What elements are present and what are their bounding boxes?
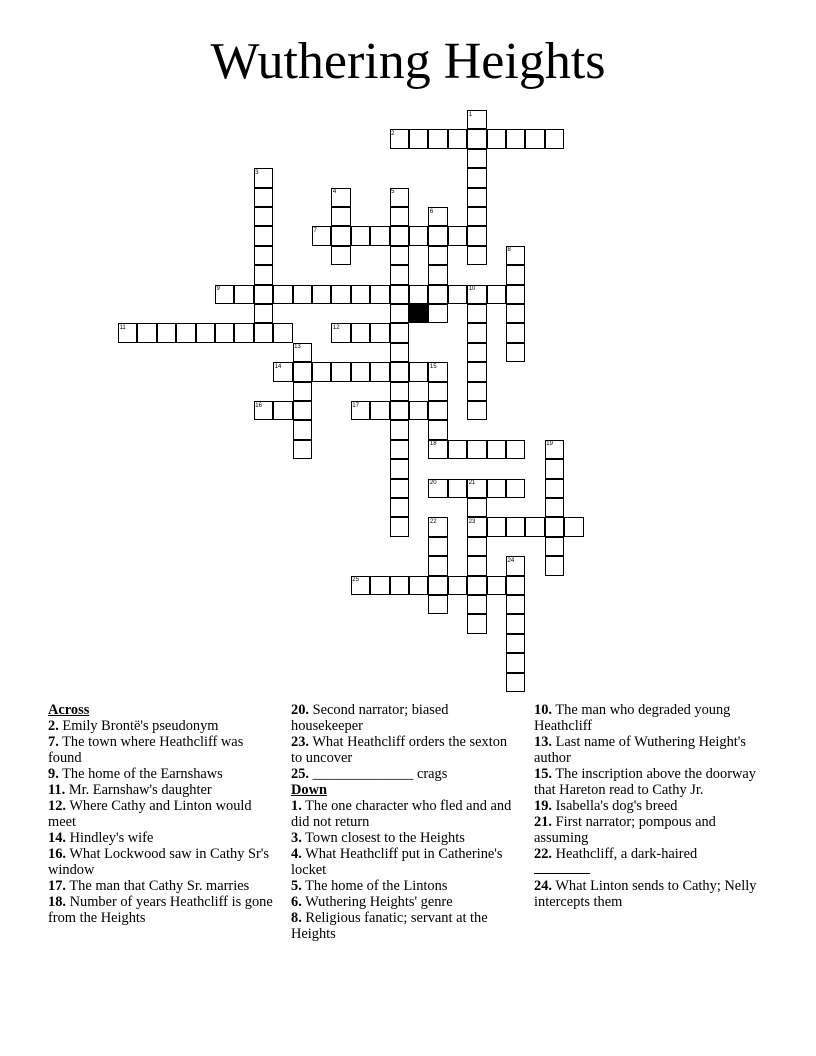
across-heading: Across (48, 702, 90, 718)
grid-cell[interactable] (467, 382, 486, 401)
clue-down-10: 10. The man who degraded young Heathcliff (534, 702, 731, 734)
cell-number: 11 (119, 324, 126, 331)
grid-cell[interactable] (390, 304, 409, 323)
grid-cell[interactable] (390, 343, 409, 362)
grid-cell[interactable] (545, 517, 564, 536)
cell-number: 10 (468, 286, 476, 293)
grid-cell[interactable] (312, 285, 331, 304)
grid-cell[interactable] (467, 498, 486, 517)
cell-number: 18 (429, 441, 437, 448)
grid-cell[interactable] (506, 129, 525, 148)
grid-cell[interactable] (370, 576, 389, 595)
clue-across-11: 11. Mr. Earnshaw's daughter (48, 782, 212, 798)
clue-across-7: 7. The town where Heathcliff was found (48, 734, 244, 766)
grid-cell[interactable] (506, 517, 525, 536)
grid-cell[interactable] (293, 440, 312, 459)
cell-number: 6 (429, 208, 434, 215)
clue-down-6: 6. Wuthering Heights' genre (291, 894, 453, 910)
grid-cell[interactable] (351, 362, 370, 381)
grid-cell[interactable] (564, 517, 583, 536)
grid-cell[interactable] (370, 362, 389, 381)
clues-column-1 (48, 702, 276, 926)
grid-cell[interactable] (487, 440, 506, 459)
grid-cell[interactable] (467, 168, 486, 187)
grid-cell[interactable] (390, 285, 409, 304)
grid-cell[interactable] (254, 188, 273, 207)
grid-cell[interactable] (428, 246, 447, 265)
grid-cell[interactable] (428, 401, 447, 420)
grid-cell[interactable] (428, 576, 447, 595)
grid-cell[interactable] (273, 323, 292, 342)
grid-cell[interactable] (428, 304, 447, 323)
cell-number: 8 (507, 247, 511, 254)
grid-cell[interactable] (370, 226, 389, 245)
cell-number: 19 (546, 441, 553, 448)
puzzle-title: Wuthering Heights (210, 33, 606, 90)
grid-cell[interactable] (254, 226, 273, 245)
cell-number: 4 (332, 189, 337, 196)
clue-across-20: 20. Second narrator; biased housekeeper (291, 702, 449, 734)
cell-number: 22 (429, 518, 437, 525)
grid-cell[interactable] (487, 479, 506, 498)
grid-cell[interactable] (506, 576, 525, 595)
grid-cell[interactable] (293, 285, 312, 304)
grid-cell[interactable] (545, 479, 564, 498)
grid-cell[interactable] (351, 323, 370, 342)
grid-cell[interactable] (428, 556, 447, 575)
grid-cell[interactable] (467, 440, 486, 459)
grid-cell[interactable] (428, 285, 447, 304)
grid-cell[interactable] (506, 614, 525, 633)
clues-column-3 (534, 702, 764, 910)
grid-cell[interactable] (390, 440, 409, 459)
grid-cell[interactable] (390, 479, 409, 498)
grid-cell[interactable] (234, 323, 253, 342)
grid-cell[interactable] (506, 343, 525, 362)
cell-number: 2 (391, 130, 395, 137)
grid-cell[interactable] (409, 576, 428, 595)
clue-down-24: 24. What Linton sends to Cathy; Nelly intercepts them (534, 878, 757, 910)
grid-cell[interactable] (390, 420, 409, 439)
cell-number: 21 (468, 480, 476, 487)
grid-cell[interactable] (331, 226, 350, 245)
grid-cell[interactable] (409, 285, 428, 304)
grid-cell[interactable] (467, 304, 486, 323)
grid-cell[interactable] (487, 576, 506, 595)
cell-number: 17 (352, 402, 359, 409)
cell-number: 12 (332, 324, 340, 331)
grid-cell[interactable] (487, 129, 506, 148)
grid-cell[interactable] (467, 401, 486, 420)
grid-cell[interactable] (390, 362, 409, 381)
grid-cell[interactable] (390, 498, 409, 517)
grid-cell[interactable] (448, 226, 467, 245)
grid-cell[interactable] (428, 382, 447, 401)
grid-cell[interactable] (467, 226, 486, 245)
cell-number: 5 (391, 189, 395, 196)
grid-cell[interactable] (545, 129, 564, 148)
grid-cell[interactable] (370, 401, 389, 420)
grid-cell[interactable] (506, 673, 525, 692)
grid-cell[interactable] (467, 129, 486, 148)
grid-cell[interactable] (428, 595, 447, 614)
clue-across-12: 12. Where Cathy and Linton would meet (48, 798, 252, 830)
clue-across-18: 18. Number of years Heathcliff is gone from the Heights (48, 894, 273, 926)
cell-number: 14 (274, 363, 282, 370)
grid-cell[interactable] (351, 285, 370, 304)
cell-number: 13 (294, 344, 301, 351)
cell-number: 3 (255, 169, 259, 176)
grid-cell[interactable] (448, 129, 467, 148)
grid-cell[interactable] (487, 517, 506, 536)
grid-cell[interactable] (390, 226, 409, 245)
grid-cell[interactable] (545, 498, 564, 517)
grid-cell[interactable] (312, 362, 331, 381)
grid-cell[interactable] (390, 459, 409, 478)
clue-across-9: 9. The home of the Earnshaws (48, 766, 223, 782)
clue-down-8: 8. Religious fanatic; servant at the Heights (291, 910, 488, 942)
grid-cell[interactable] (467, 149, 486, 168)
grid-cell[interactable] (370, 285, 389, 304)
grid-cell[interactable] (390, 576, 409, 595)
grid-cell[interactable] (467, 537, 486, 556)
grid-cell[interactable] (448, 440, 467, 459)
clue-down-15: 15. The inscription above the doorway that Hareton read to Cathy Jr. (534, 766, 756, 798)
clue-down-5: 5. The home of the Lintons (291, 878, 448, 894)
grid-cell[interactable] (506, 440, 525, 459)
clue-down-13: 13. Last name of Wuthering Height's author (534, 734, 746, 766)
grid-cell[interactable] (467, 343, 486, 362)
grid-cell[interactable] (487, 285, 506, 304)
grid-cell[interactable] (409, 226, 428, 245)
clue-across-16: 16. What Lockwood saw in Cathy Sr's window (48, 846, 269, 878)
grid-cell[interactable] (409, 362, 428, 381)
grid-cell[interactable] (215, 323, 234, 342)
grid-cell[interactable] (506, 653, 525, 672)
grid-cell[interactable] (467, 362, 486, 381)
grid-cell[interactable] (467, 556, 486, 575)
clue-across-25: 25. ______________ crags (291, 766, 448, 782)
grid-cell[interactable] (293, 362, 312, 381)
grid-cell[interactable] (506, 595, 525, 614)
grid-cell[interactable] (467, 188, 486, 207)
grid-cell[interactable] (467, 614, 486, 633)
clue-across-2: 2. Emily Brontë's pseudonym (48, 718, 219, 734)
grid-cell[interactable] (506, 479, 525, 498)
grid-cell[interactable] (467, 323, 486, 342)
grid-cell[interactable] (409, 401, 428, 420)
cell-number: 25 (352, 577, 359, 584)
grid-cell[interactable] (545, 556, 564, 575)
grid-cell[interactable] (370, 323, 389, 342)
grid-cell[interactable] (331, 362, 350, 381)
grid-cell[interactable] (506, 265, 525, 284)
grid-cell[interactable] (293, 401, 312, 420)
clues-column-2 (291, 702, 519, 942)
cell-number: 7 (313, 227, 317, 234)
grid-cell[interactable] (196, 323, 215, 342)
grid-cell[interactable] (448, 479, 467, 498)
cell-number: 1 (468, 111, 473, 118)
grid-cell[interactable] (428, 537, 447, 556)
clue-across-14: 14. Hindley's wife (48, 830, 154, 846)
grid-cell[interactable] (331, 246, 350, 265)
down-heading: Down (291, 782, 327, 798)
grid-cell[interactable] (273, 401, 292, 420)
clue-down-21: 21. First narrator; pompous and assuming (534, 814, 716, 846)
grid-cell[interactable] (390, 246, 409, 265)
answer-blank-line (534, 863, 590, 874)
grid-cell[interactable] (390, 517, 409, 536)
grid-cell[interactable] (254, 265, 273, 284)
grid-cell[interactable] (390, 207, 409, 226)
cell-number: 9 (216, 286, 220, 293)
grid-cell[interactable] (428, 265, 447, 284)
grid-cell[interactable] (351, 226, 370, 245)
grid-cell[interactable] (506, 323, 525, 342)
grid-cell[interactable] (254, 323, 273, 342)
grid-cell[interactable] (506, 304, 525, 323)
cell-number: 23 (468, 518, 476, 525)
grid-cell[interactable] (176, 323, 195, 342)
grid-cell[interactable] (467, 576, 486, 595)
grid-cell[interactable] (331, 285, 350, 304)
black-square (409, 304, 428, 323)
grid-cell[interactable] (157, 323, 176, 342)
grid-cell[interactable] (448, 285, 467, 304)
grid-cell[interactable] (428, 129, 447, 148)
clue-across-17: 17. The man that Cathy Sr. marries (48, 878, 250, 894)
cell-number: 20 (429, 480, 437, 487)
grid-cell[interactable] (467, 595, 486, 614)
grid-cell[interactable] (467, 207, 486, 226)
grid-cell[interactable] (545, 537, 564, 556)
grid-cell[interactable] (545, 459, 564, 478)
grid-cell[interactable] (273, 285, 292, 304)
grid-cell[interactable] (467, 246, 486, 265)
clue-across-23: 23. What Heathcliff orders the sexton to uncover (291, 734, 508, 766)
grid-cell[interactable] (137, 323, 156, 342)
clue-down-19: 19. Isabella's dog's breed (534, 798, 678, 814)
grid-cell[interactable] (448, 576, 467, 595)
cell-number: 16 (255, 402, 262, 409)
grid-cell[interactable] (234, 285, 253, 304)
grid-cell[interactable] (254, 285, 273, 304)
grid-cell[interactable] (254, 207, 273, 226)
grid-cell[interactable] (254, 304, 273, 323)
grid-cell[interactable] (390, 265, 409, 284)
clue-down-1: 1. The one character who fled and and did not return (291, 798, 512, 830)
cell-number: 15 (429, 363, 437, 370)
grid-cell[interactable] (409, 129, 428, 148)
grid-cell[interactable] (525, 517, 544, 536)
grid-cell[interactable] (331, 207, 350, 226)
grid-cell[interactable] (525, 129, 544, 148)
grid-cell[interactable] (506, 285, 525, 304)
grid-cell[interactable] (390, 323, 409, 342)
clue-down-4: 4. What Heathcliff put in Catherine's locket (291, 846, 503, 878)
grid-cell[interactable] (254, 246, 273, 265)
grid-cell[interactable] (390, 382, 409, 401)
grid-cell[interactable] (293, 382, 312, 401)
grid-cell[interactable] (428, 226, 447, 245)
clue-down-3: 3. Town closest to the Heights (291, 830, 465, 846)
cell-number: 24 (507, 557, 515, 564)
grid-cell[interactable] (506, 634, 525, 653)
grid-cell[interactable] (428, 420, 447, 439)
grid-cell[interactable] (293, 420, 312, 439)
clue-down-22: 22. Heathcliff, a dark-haired (534, 846, 764, 878)
grid-cell[interactable] (390, 401, 409, 420)
